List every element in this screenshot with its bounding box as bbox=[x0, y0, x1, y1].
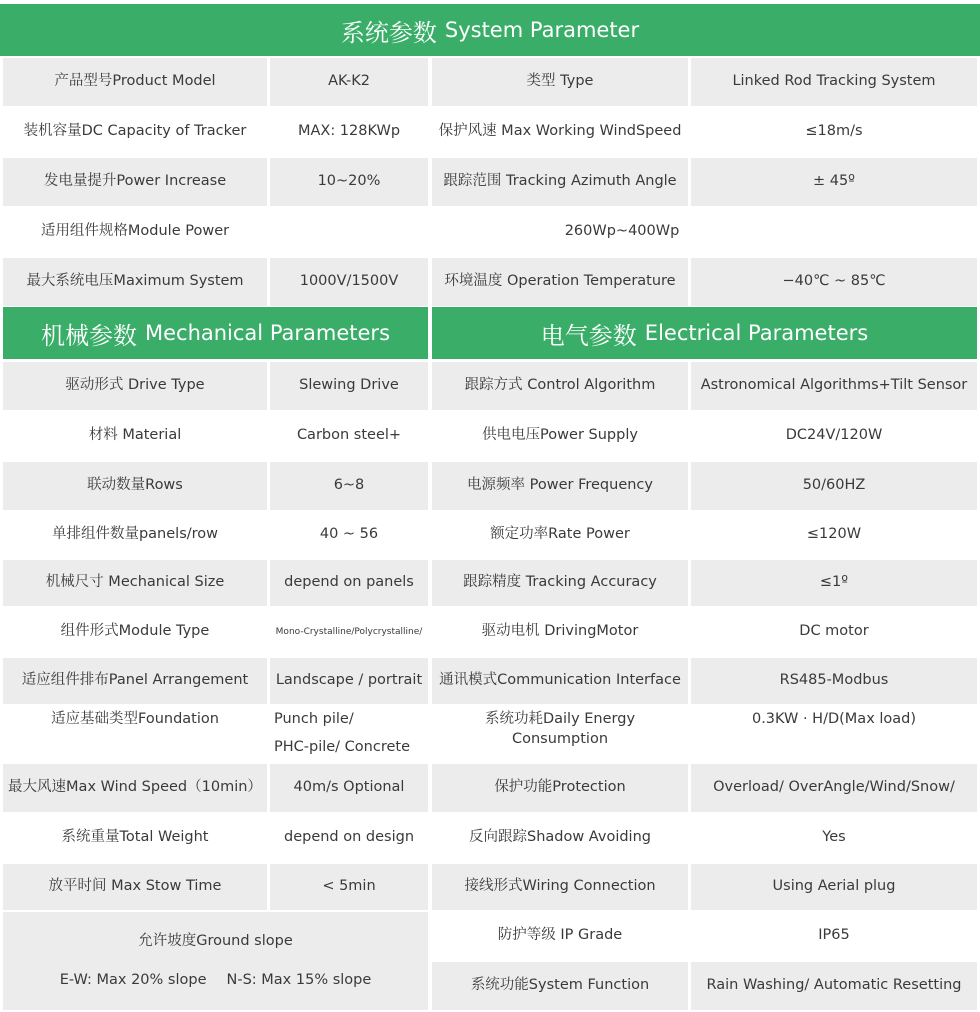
mechanical-title-cn: 机械参数 bbox=[40, 321, 137, 350]
elec-label: 反向跟踪Shadow Avoiding bbox=[432, 814, 688, 862]
elec-label: 系统功能System Function bbox=[432, 962, 688, 1010]
elec-label: 驱动电机 DrivingMotor bbox=[432, 608, 688, 656]
mech-label: 适应基础类型Foundation bbox=[3, 704, 267, 762]
spec-value: Linked Rod Tracking System bbox=[691, 58, 977, 106]
spec-label: 装机容量DC Capacity of Tracker bbox=[3, 108, 267, 156]
spec-value: −40℃ ~ 85℃ bbox=[691, 258, 977, 306]
elec-label: 供电电压Power Supply bbox=[432, 412, 688, 460]
mech-label: 允许坡度Ground slope bbox=[138, 932, 293, 949]
mechanical-title-en: Mechanical Parameters bbox=[144, 321, 391, 345]
mech-value-line: PHC-pile/ Concrete bbox=[274, 739, 411, 755]
elec-value: ≤120W bbox=[691, 512, 977, 558]
mech-value-line: Punch pile/ bbox=[274, 711, 354, 727]
elec-label: 保护功能Protection bbox=[432, 764, 688, 812]
elec-value: Rain Washing/ Automatic Resetting bbox=[691, 962, 977, 1010]
electrical-parameters-header bbox=[432, 307, 977, 359]
spec-label: 最大系统电压Maximum System bbox=[3, 258, 267, 306]
system-title-cn: 系统参数 bbox=[340, 18, 437, 47]
elec-label: 防护等级 IP Grade bbox=[432, 912, 688, 960]
system-parameter-header bbox=[0, 4, 980, 56]
mech-value: E-W: Max 20% slope bbox=[59, 971, 207, 988]
ground-slope-block bbox=[3, 912, 428, 1010]
mech-label: 单排组件数量panels/row bbox=[3, 512, 267, 558]
elec-value: Overload/ OverAngle/Wind/Snow/ bbox=[691, 764, 977, 812]
mech-value: Carbon steel+ bbox=[270, 412, 428, 460]
electrical-title-cn: 电气参数 bbox=[540, 321, 637, 350]
mech-value: Slewing Drive bbox=[270, 362, 428, 410]
spec-label: 适用组件规格Module Power bbox=[3, 208, 267, 256]
mech-label: 材料 Material bbox=[3, 412, 267, 460]
elec-value: Yes bbox=[691, 814, 977, 862]
elec-label: 系统功耗Daily Energy Consumption bbox=[432, 704, 688, 762]
elec-label: 电源频率 Power Frequency bbox=[432, 462, 688, 510]
elec-label: 额定功率Rate Power bbox=[432, 512, 688, 558]
mech-label: 联动数量Rows bbox=[3, 462, 267, 510]
elec-value: 50/60HZ bbox=[691, 462, 977, 510]
spec-label: 跟踪范围 Tracking Azimuth Angle bbox=[432, 158, 688, 206]
mech-label: 适应组件排布Panel Arrangement bbox=[3, 658, 267, 704]
mech-value: Landscape / portrait bbox=[270, 658, 428, 704]
mechanical-parameters-header bbox=[3, 307, 428, 359]
spec-value: 1000V/1500V bbox=[270, 258, 428, 306]
elec-value: ≤1º bbox=[691, 560, 977, 606]
system-title-en: System Parameter bbox=[444, 18, 640, 42]
elec-value: Using Aerial plug bbox=[691, 864, 977, 910]
elec-value: RS485-Modbus bbox=[691, 658, 977, 704]
spec-value: AK-K2 bbox=[270, 58, 428, 106]
mech-value: depend on panels bbox=[270, 560, 428, 606]
slope-values bbox=[60, 971, 372, 991]
spec-label: 产品型号Product Model bbox=[3, 58, 267, 106]
mech-value: 40m/s Optional bbox=[270, 764, 428, 812]
spec-value: 260Wp~400Wp bbox=[432, 208, 812, 256]
mech-value-multiline bbox=[270, 704, 428, 762]
mech-value: Mono-Crystalline/Polycrystalline/ bbox=[270, 608, 428, 656]
spec-label: 类型 Type bbox=[432, 58, 688, 106]
spec-value: 10~20% bbox=[270, 158, 428, 206]
elec-label: 通讯模式Communication Interface bbox=[432, 658, 688, 704]
mech-label: 组件形式Module Type bbox=[3, 608, 267, 656]
mech-label: 驱动形式 Drive Type bbox=[3, 362, 267, 410]
elec-label: 跟踪精度 Tracking Accuracy bbox=[432, 560, 688, 606]
mech-value: 6~8 bbox=[270, 462, 428, 510]
spec-label: 发电量提升Power Increase bbox=[3, 158, 267, 206]
mech-value: 40 ~ 56 bbox=[270, 512, 428, 558]
elec-value: DC motor bbox=[691, 608, 977, 656]
elec-value: Astronomical Algorithms+Tilt Sensor bbox=[691, 362, 977, 410]
spec-value: ± 45º bbox=[691, 158, 977, 206]
spec-value: MAX: 128KWp bbox=[270, 108, 428, 156]
electrical-title-en: Electrical Parameters bbox=[644, 321, 869, 345]
elec-value: 0.3KW · H/D(Max load) bbox=[691, 704, 977, 762]
spec-value: ≤18m/s bbox=[691, 108, 977, 156]
mech-label: 系统重量Total Weight bbox=[3, 814, 267, 862]
mech-label: 最大风速Max Wind Speed（10min） bbox=[3, 764, 267, 812]
elec-label: 接线形式Wiring Connection bbox=[432, 864, 688, 910]
spec-label: 保护风速 Max Working WindSpeed bbox=[432, 108, 688, 156]
mech-value: depend on design bbox=[270, 814, 428, 862]
mech-label: 机械尺寸 Mechanical Size bbox=[3, 560, 267, 606]
mech-label: 放平时间 Max Stow Time bbox=[3, 864, 267, 910]
mech-value: N-S: Max 15% slope bbox=[226, 971, 372, 988]
elec-label: 跟踪方式 Control Algorithm bbox=[432, 362, 688, 410]
mech-value: < 5min bbox=[270, 864, 428, 910]
spec-label: 环境温度 Operation Temperature bbox=[432, 258, 688, 306]
elec-value: DC24V/120W bbox=[691, 412, 977, 460]
elec-value: IP65 bbox=[691, 912, 977, 960]
